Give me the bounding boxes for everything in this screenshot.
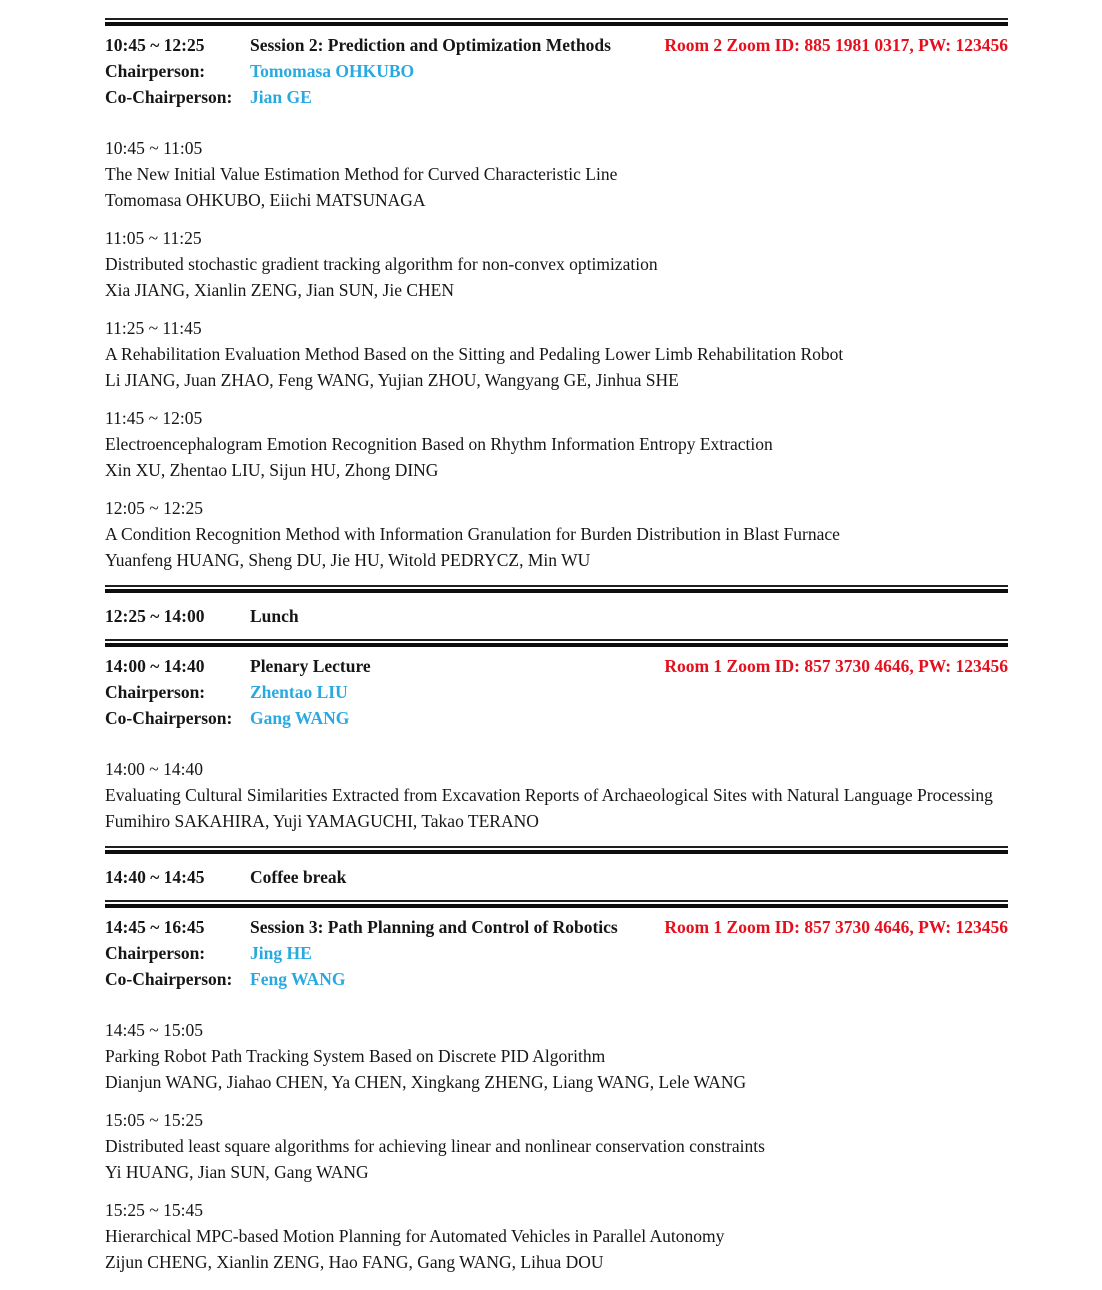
talk-authors: Yi HUANG, Jian SUN, Gang WANG xyxy=(105,1162,369,1182)
chairperson-label: Chairperson: xyxy=(105,943,206,963)
room-zoom-info: Room 1 Zoom ID: 857 3730 4646, PW: 123456 xyxy=(664,917,1008,937)
session-time: 10:45 ~ 12:25 xyxy=(105,35,205,55)
talk-item xyxy=(105,315,1008,393)
co-chairperson-row xyxy=(105,705,1008,731)
talk-title: Hierarchical MPC-based Motion Planning for Automated Vehicles in Parallel Autonomy xyxy=(105,1226,725,1246)
talk-item xyxy=(105,756,1008,834)
plenary-header xyxy=(105,653,1008,731)
break-title: Coffee break xyxy=(250,867,347,887)
plenary-talks xyxy=(105,756,1008,834)
talk-authors: Li JIANG, Juan ZHAO, Feng WANG, Yujian ZHOU, Wangyang GE, Jinhua SHE xyxy=(105,370,679,390)
talk-item xyxy=(105,1017,1008,1095)
talk-time: 15:25 ~ 15:45 xyxy=(105,1200,203,1220)
room-zoom-info: Room 1 Zoom ID: 857 3730 4646, PW: 123456 xyxy=(664,656,1008,676)
talk-title: Parking Robot Path Tracking System Based on Discrete PID Algorithm xyxy=(105,1046,606,1066)
talk-item xyxy=(105,225,1008,303)
session-time: 14:45 ~ 16:45 xyxy=(105,917,205,937)
co-chairperson-label: Co-Chairperson: xyxy=(105,969,233,989)
talk-title: A Rehabilitation Evaluation Method Based on the Sitting and Pedaling Lower Limb Rehabilitation Robot xyxy=(105,344,844,364)
talk-time: 11:25 ~ 11:45 xyxy=(105,318,202,338)
co-chairperson-name: Feng WANG xyxy=(250,969,346,989)
talk-time: 11:45 ~ 12:05 xyxy=(105,408,203,428)
talk-title: Distributed stochastic gradient tracking algorithm for non-convex optimization xyxy=(105,254,658,274)
talk-title: Distributed least square algorithms for achieving linear and nonlinear conservation constraints xyxy=(105,1136,765,1156)
divider xyxy=(105,18,1008,26)
chairperson-name: Jing HE xyxy=(250,943,312,963)
break-row xyxy=(105,854,1008,900)
talk-title: The New Initial Value Estimation Method for Curved Characteristic Line xyxy=(105,164,618,184)
talk-authors: Yuanfeng HUANG, Sheng DU, Jie HU, Witold PEDRYCZ, Min WU xyxy=(105,550,591,570)
talk-time: 14:00 ~ 14:40 xyxy=(105,759,203,779)
talk-time: 10:45 ~ 11:05 xyxy=(105,138,203,158)
session-title: Session 3: Path Planning and Control of Robotics xyxy=(250,917,618,937)
session-2-header xyxy=(105,32,1008,110)
divider xyxy=(105,846,1008,854)
talk-authors: Dianjun WANG, Jiahao CHEN, Ya CHEN, Xingkang ZHENG, Liang WANG, Lele WANG xyxy=(105,1072,747,1092)
session-header-row xyxy=(105,914,1008,940)
session-title: Plenary Lecture xyxy=(250,656,371,676)
talk-item xyxy=(105,495,1008,573)
session-3-header xyxy=(105,914,1008,992)
co-chairperson-row xyxy=(105,84,1008,110)
talk-time: 12:05 ~ 12:25 xyxy=(105,498,203,518)
talk-authors: Zijun CHENG, Xianlin ZENG, Hao FANG, Gang WANG, Lihua DOU xyxy=(105,1252,604,1272)
co-chairperson-name: Gang WANG xyxy=(250,708,350,728)
session-header-row xyxy=(105,32,1008,58)
co-chairperson-label: Co-Chairperson: xyxy=(105,87,233,107)
divider xyxy=(105,585,1008,593)
break-row xyxy=(105,593,1008,639)
session-3-talks xyxy=(105,1017,1008,1275)
room-zoom-info: Room 2 Zoom ID: 885 1981 0317, PW: 123456 xyxy=(664,35,1008,55)
break-time: 12:25 ~ 14:00 xyxy=(105,606,205,626)
divider xyxy=(105,639,1008,647)
talk-authors: Fumihiro SAKAHIRA, Yuji YAMAGUCHI, Takao TERANO xyxy=(105,811,539,831)
lunch-break-block xyxy=(105,585,1008,647)
talk-item xyxy=(105,405,1008,483)
break-title: Lunch xyxy=(250,606,299,626)
break-time: 14:40 ~ 14:45 xyxy=(105,867,205,887)
chairperson-row xyxy=(105,58,1008,84)
session-2-talks xyxy=(105,135,1008,573)
chairperson-label: Chairperson: xyxy=(105,682,206,702)
talk-item xyxy=(105,1107,1008,1185)
session-time: 14:00 ~ 14:40 xyxy=(105,656,205,676)
co-chairperson-name: Jian GE xyxy=(250,87,312,107)
talk-authors: Xia JIANG, Xianlin ZENG, Jian SUN, Jie CHEN xyxy=(105,280,454,300)
talk-item xyxy=(105,135,1008,213)
co-chairperson-row xyxy=(105,966,1008,992)
chairperson-name: Tomomasa OHKUBO xyxy=(250,61,415,81)
talk-title: Evaluating Cultural Similarities Extracted from Excavation Reports of Archaeological Sites with Natural Language Processing xyxy=(105,785,993,805)
talk-authors: Xin XU, Zhentao LIU, Sijun HU, Zhong DING xyxy=(105,460,439,480)
talk-item xyxy=(105,1197,1008,1275)
talk-authors: Tomomasa OHKUBO, Eiichi MATSUNAGA xyxy=(105,190,426,210)
chairperson-row xyxy=(105,940,1008,966)
talk-time: 11:05 ~ 11:25 xyxy=(105,228,202,248)
talk-title: Electroencephalogram Emotion Recognition Based on Rhythm Information Entropy Extraction xyxy=(105,434,773,454)
coffee-break-block xyxy=(105,846,1008,908)
talk-time: 14:45 ~ 15:05 xyxy=(105,1020,203,1040)
session-header-row xyxy=(105,653,1008,679)
chairperson-label: Chairperson: xyxy=(105,61,206,81)
co-chairperson-label: Co-Chairperson: xyxy=(105,708,233,728)
chairperson-name: Zhentao LIU xyxy=(250,682,348,702)
talk-title: A Condition Recognition Method with Information Granulation for Burden Distribution in Blast Furnace xyxy=(105,524,840,544)
divider xyxy=(105,900,1008,908)
session-title: Session 2: Prediction and Optimization Methods xyxy=(250,35,611,55)
chairperson-row xyxy=(105,679,1008,705)
talk-time: 15:05 ~ 15:25 xyxy=(105,1110,203,1130)
